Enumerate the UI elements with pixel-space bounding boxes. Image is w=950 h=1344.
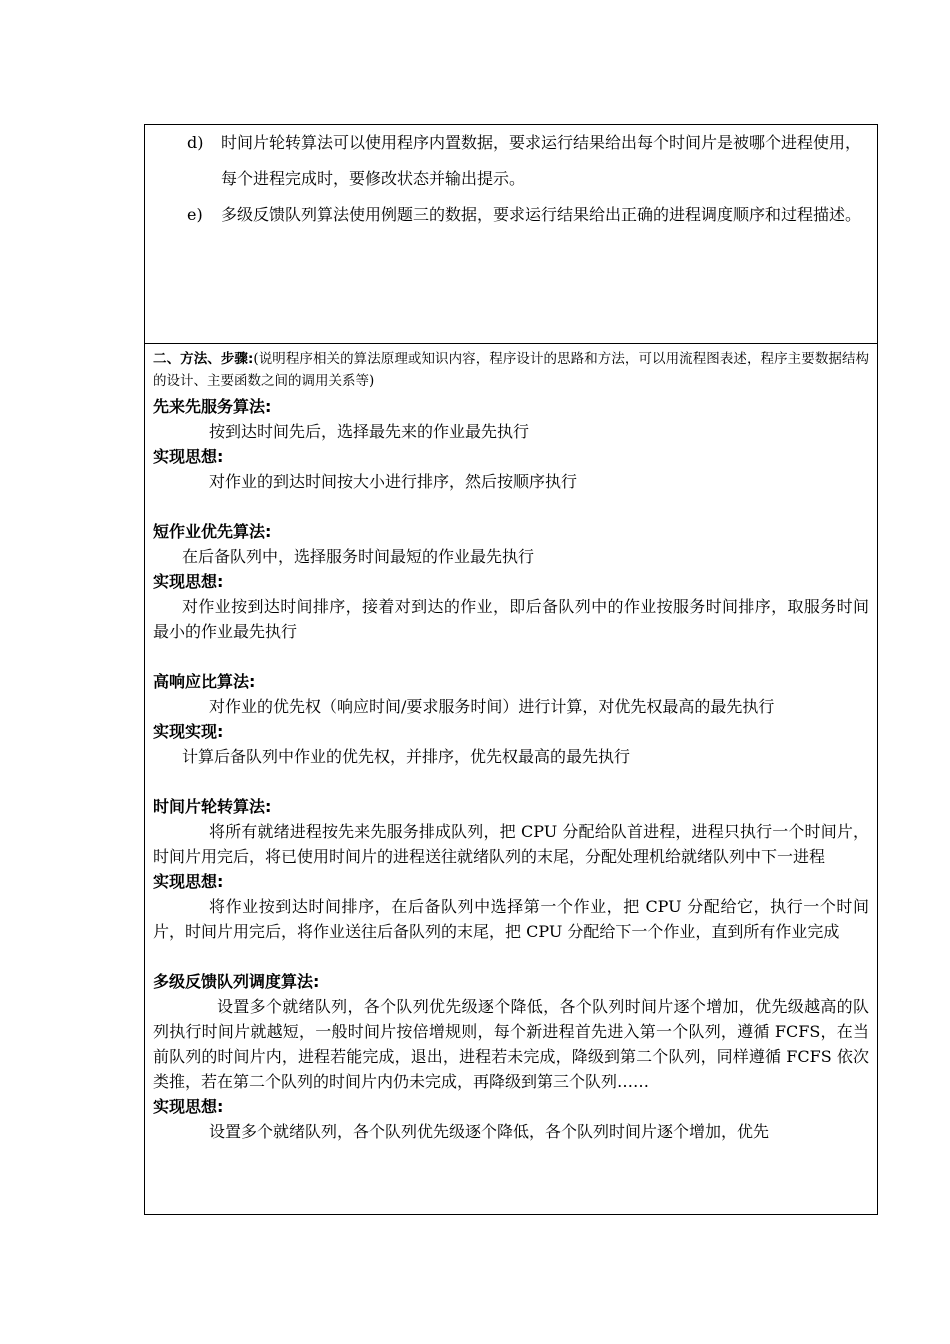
section-title: 二、方法、步骤: <box>153 351 254 367</box>
spacer <box>153 494 869 519</box>
spacer <box>153 769 869 794</box>
hrrn-idea: 计算后备队列中作业的优先权，并排序，优先权最高的最先执行 <box>182 747 631 766</box>
rr-heading: 时间片轮转算法: <box>153 797 272 816</box>
fcfs-idea-heading: 实现思想: <box>153 447 224 466</box>
spacer <box>153 644 869 669</box>
fcfs-heading: 先来先服务算法: <box>153 397 272 416</box>
sjf-idea-heading: 实现思想: <box>153 572 224 591</box>
methods-content <box>153 348 869 1144</box>
fcfs-desc: 按到达时间先后，选择最先来的作业最先执行 <box>209 422 530 441</box>
item-text: 时间片轮转算法可以使用程序内置数据，要求运行结果给出每个时间片是被哪个进程使用，每个进程完成时，要修改状态并输出提示。 <box>221 133 862 188</box>
section-note: (说明程序相关的算法原理或知识内容，程序设计的思路和方法，可以用流程图表述，程序主要数据结构的设计、主要函数之间的调用关系等) <box>153 351 870 389</box>
item-text: 多级反馈队列算法使用例题三的数据，要求运行结果给出正确的进程调度顺序和过程描述。 <box>221 205 862 224</box>
rr-desc: 将所有就绪进程按先来先服务排成队列，把 CPU 分配给队首进程，进程只执行一个时间片，时间片用完后，将已使用时间片的进程送往就绪队列的末尾，分配处理机给就绪队列中下一进程 <box>153 822 869 866</box>
mlfq-idea: 设置多个就绪队列，各个队列优先级逐个降低，各个队列时间片逐个增加，优先 <box>209 1122 770 1141</box>
fcfs-idea: 对作业的到达时间按大小进行排序，然后按顺序执行 <box>209 472 578 491</box>
sjf-idea: 对作业按到达时间排序，接着对到达的作业，即后备队列中的作业按服务时间排序，取服务时间最小的作业最先执行 <box>153 597 869 641</box>
spacer <box>153 944 869 969</box>
item-label: d) <box>187 133 204 152</box>
mlfq-heading: 多级反馈队列调度算法: <box>153 972 320 991</box>
section-intro <box>153 348 869 392</box>
requirement-item-d <box>187 125 869 197</box>
rr-idea: 将作业按到达时间排序，在后备队列中选择第一个作业，把 CPU 分配给它，执行一个时间片，时间片用完后，将作业送往后备队列的末尾，把 CPU 分配给下一个作业，直到所有作业完成 <box>153 897 869 941</box>
mlfq-idea-heading: 实现思想: <box>153 1097 224 1116</box>
sjf-desc: 在后备队列中，选择服务时间最短的作业最先执行 <box>182 547 535 566</box>
item-label: e) <box>187 205 203 224</box>
sjf-heading: 短作业优先算法: <box>153 522 272 541</box>
requirement-item-e <box>187 197 869 233</box>
rr-idea-heading: 实现思想: <box>153 872 224 891</box>
hrrn-heading: 高响应比算法: <box>153 672 256 691</box>
requirements-cell <box>144 124 878 344</box>
hrrn-idea-heading: 实现实现: <box>153 722 224 741</box>
hrrn-desc: 对作业的优先权（响应时间/要求服务时间）进行计算，对优先权最高的最先执行 <box>209 697 775 716</box>
mlfq-desc: 设置多个就绪队列，各个队列优先级逐个降低，各个队列时间片逐个增加，优先级越高的队列执行时间片就越短，一般时间片按倍增规则，每个新进程首先进入第一个队列，遵循 FCFS，在当前队列的时间片内，进程若能完成，退出，进程若未完成，降级到第二个队列，同样遵循 FCFS 依次类推，若在第二个队列的时间片内仍未完成，再降级到第三个队列…… <box>153 997 869 1091</box>
methods-cell <box>144 343 878 1215</box>
